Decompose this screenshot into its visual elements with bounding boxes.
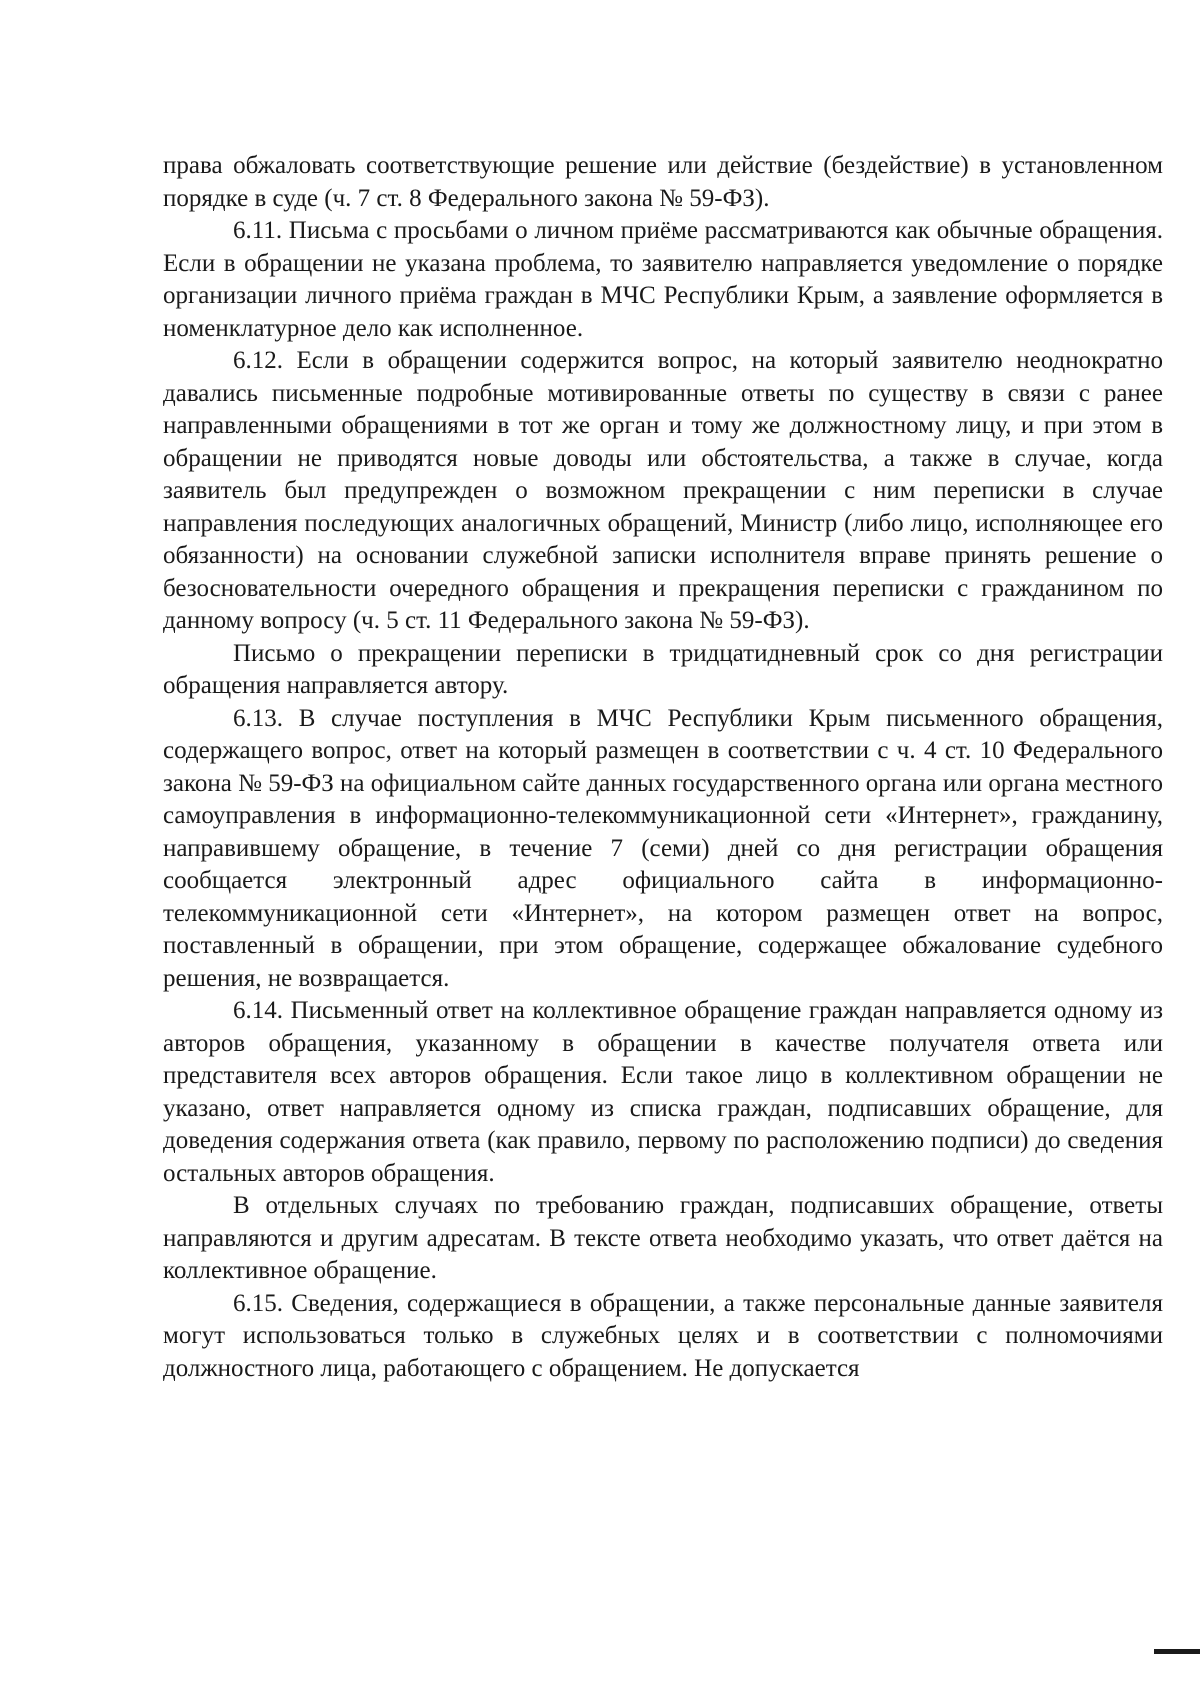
paragraph-termination-letter: Письмо о прекращении переписки в тридцатидневный срок со дня регистрации обращения направляется автору. <box>163 639 1163 699</box>
scan-edge-mark <box>1154 1649 1200 1654</box>
paragraph-separate-cases: В отдельных случаях по требованию граждан, подписавших обращение, ответы направляются и другим адресатам. В тексте ответа необходимо указать, что ответ даётся на коллективное обращение. <box>163 1192 1163 1284</box>
paragraph-6-14: 6.14. Письменный ответ на коллективное обращение граждан направляется одному из авторов обращения, указанному в обращении в качестве получателя ответа или представителя всех авторов обращения. Если такое лицо в коллективном обращении не указано, ответ направляется одному из списка граждан, подписавших обращение, для доведения содержания ответа (как правило, первому по расположению подписи) до сведения остальных авторов обращения. <box>163 997 1163 1187</box>
paragraph-6-13: 6.13. В случае поступления в МЧС Республики Крым письменного обращения, содержащего вопрос, ответ на который размещен в соответствии с ч. 4 ст. 10 Федерального закона № 59-ФЗ на официальном сайте данных государственного органа или органа местного самоуправления в информационно-телекоммуникационной сети «Интернет», гражданину, направившему обращение, в течение 7 (семи) дней со дня регистрации обращения сообщается электронный адрес официального сайта в информационно-телекоммуникационной сети «Интернет», на котором размещен ответ на вопрос, поставленный в обращении, при этом обращение, содержащее обжалование судебного решения, не возвращается. <box>163 704 1163 992</box>
paragraph-6-11: 6.11. Письма с просьбами о личном приёме рассматриваются как обычные обращения. Если в обращении не указана проблема, то заявителю направляется уведомление о порядке организации личного приёма граждан в МЧС Республики Крым, а заявление оформляется в номенклатурное дело как исполненное. <box>163 217 1163 342</box>
document-page <box>163 150 1163 1385</box>
paragraph-6-12: 6.12. Если в обращении содержится вопрос, на который заявителю неоднократно давались письменные подробные мотивированные ответы по существу в связи с ранее направленными обращениями в тот же орган и тому же должностному лицу, и при этом в обращении не приводятся новые доводы или обстоятельства, а также в случае, когда заявитель был предупрежден о возможном прекращении с ним переписки в случае направления последующих аналогичных обращений, Министр (либо лицо, исполняющее его обязанности) на основании служебной записки исполнителя вправе принять решение о безосновательности очередного обращения и прекращения переписки с гражданином по данному вопросу (ч. 5 ст. 11 Федерального закона № 59-ФЗ). <box>163 347 1163 634</box>
paragraph-6-15: 6.15. Сведения, содержащиеся в обращении, а также персональные данные заявителя могут использоваться только в служебных целях и в соответствии с полномочиями должностного лица, работающего с обращением. Не допускается <box>163 1289 1163 1382</box>
paragraph-continuation: права обжаловать соответствующие решение или действие (бездействие) в установленном порядке в суде (ч. 7 ст. 8 Федерального закона № 59-ФЗ). <box>163 152 1163 212</box>
